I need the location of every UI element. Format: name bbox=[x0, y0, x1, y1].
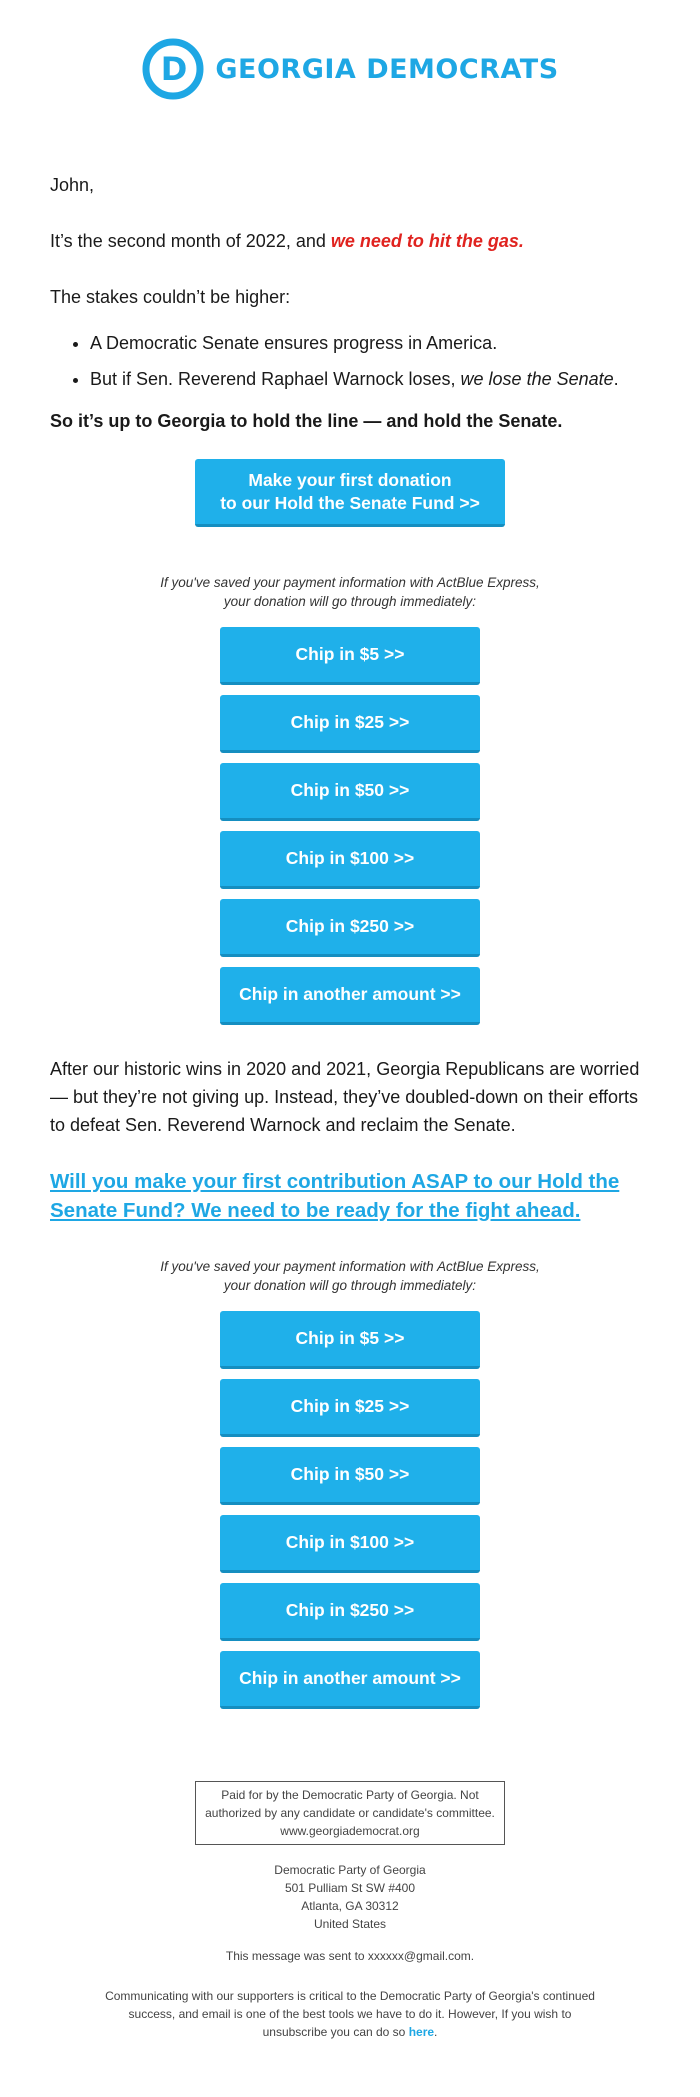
email-header bbox=[0, 0, 700, 160]
unsubscribe-end: . bbox=[434, 2025, 438, 2039]
list-item bbox=[90, 361, 650, 397]
address-line: 501 Pulliam St SW #400 bbox=[284, 1881, 416, 1895]
list-item bbox=[90, 325, 650, 361]
republicans-paragraph: After our historic wins in 2020 and 2021, Georgia Republicans are worried — but they’re not giving up. Instead, they’ve doubled-down on their efforts to defeat Sen. Reverend Warnock and reclaim the Senate. bbox=[50, 1059, 640, 1135]
chip-in-buttons-bottom bbox=[50, 1311, 650, 1719]
contribution-cta-link[interactable]: Will you make your first contribution ASAP to our Hold the Senate Fund? We need to be ready for the fight ahead. bbox=[50, 1170, 620, 1222]
list-item-text: But if Sen. Reverend Raphael Warnock loses, bbox=[90, 369, 461, 389]
unsubscribe-text: Communicating with our supporters is critical to the Democratic Party of Georgia's continued success, and email is one of the best tools we have to do it. However, If you wish to unsubscribe you can do so bbox=[105, 1989, 595, 2039]
note-line-1: If you've saved your payment information with ActBlue Express, bbox=[160, 575, 540, 590]
chip-50-button[interactable]: Chip in $50 >> bbox=[220, 763, 480, 821]
chip-100-button[interactable]: Chip in $100 >> bbox=[220, 831, 480, 889]
main-donate-row bbox=[50, 459, 650, 527]
chip-25-button[interactable]: Chip in $25 >> bbox=[220, 1379, 480, 1437]
chip-5-button[interactable]: Chip in $5 >> bbox=[220, 1311, 480, 1369]
logo-text: GEORGIA DEMOCRATS bbox=[215, 53, 559, 85]
list-item-emphasis: we lose the Senate bbox=[460, 369, 614, 389]
chip-250-button[interactable]: Chip in $250 >> bbox=[220, 1583, 480, 1641]
stakes-list bbox=[50, 325, 650, 397]
note-line-1: If you've saved your payment information with ActBlue Express, bbox=[160, 1259, 540, 1274]
chip-25-button[interactable]: Chip in $25 >> bbox=[220, 695, 480, 753]
mailing-address bbox=[274, 1861, 425, 1933]
list-item-text: A Democratic Senate ensures progress in America. bbox=[90, 333, 498, 353]
unsubscribe-notice bbox=[100, 1987, 600, 2041]
georgia-democrats-logo[interactable] bbox=[141, 37, 558, 101]
chip-other-amount-button[interactable]: Chip in another amount >> bbox=[220, 967, 480, 1025]
hold-senate-fund-button[interactable] bbox=[195, 459, 505, 527]
democrats-d-icon bbox=[141, 37, 205, 101]
actblue-note bbox=[50, 573, 650, 611]
chip-100-button[interactable]: Chip in $100 >> bbox=[220, 1515, 480, 1573]
unsubscribe-link[interactable]: here bbox=[408, 2025, 435, 2039]
greeting: John, bbox=[50, 175, 95, 195]
hold-the-line-statement: So it’s up to Georgia to hold the line — and hold the Senate. bbox=[50, 411, 563, 431]
button-line-1: Make your first donation bbox=[248, 469, 452, 490]
intro-text: It’s the second month of 2022, and bbox=[50, 231, 331, 251]
chip-other-amount-button[interactable]: Chip in another amount >> bbox=[220, 1651, 480, 1709]
intro-paragraph bbox=[50, 227, 650, 255]
address-line: Democratic Party of Georgia bbox=[274, 1863, 426, 1877]
list-item-end: . bbox=[613, 369, 619, 389]
chip-50-button[interactable]: Chip in $50 >> bbox=[220, 1447, 480, 1505]
note-line-2: your donation will go through immediately: bbox=[223, 594, 477, 609]
svg-text:D: D bbox=[161, 50, 188, 88]
disclaimer-line: authorized by any candidate or candidate's committee. bbox=[205, 1806, 495, 1820]
chip-5-button[interactable]: Chip in $5 >> bbox=[220, 627, 480, 685]
chip-250-button[interactable]: Chip in $250 >> bbox=[220, 899, 480, 957]
actblue-note bbox=[50, 1257, 650, 1295]
sent-to-notice: This message was sent to xxxxxx@gmail.com. bbox=[225, 1949, 475, 1963]
address-line: Atlanta, GA 30312 bbox=[301, 1899, 399, 1913]
email-body bbox=[0, 171, 700, 1719]
button-line-2: to our Hold the Senate Fund >> bbox=[220, 492, 480, 513]
email-footer bbox=[0, 1781, 700, 2041]
website-link[interactable]: www.georgiademocrat.org bbox=[280, 1824, 420, 1838]
paid-for-disclaimer bbox=[195, 1781, 505, 1845]
address-line: United States bbox=[313, 1917, 387, 1931]
intro-emphasis: we need to hit the gas. bbox=[330, 231, 524, 251]
chip-in-buttons-top bbox=[50, 627, 650, 1035]
note-line-2: your donation will go through immediately: bbox=[223, 1278, 477, 1293]
stakes-paragraph: The stakes couldn’t be higher: bbox=[50, 287, 291, 307]
disclaimer-line: Paid for by the Democratic Party of Georgia. Not bbox=[221, 1788, 479, 1802]
